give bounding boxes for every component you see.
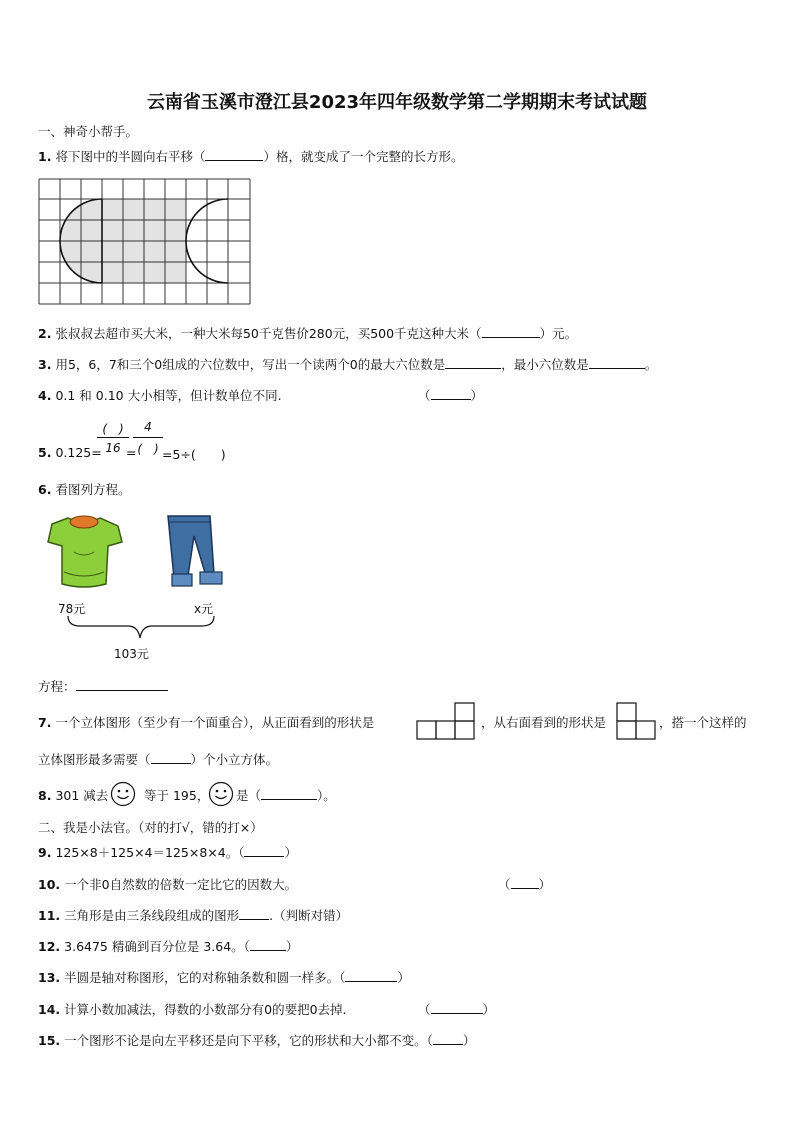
fraction2-numerator: 4 <box>144 420 152 434</box>
fraction1-numerator: ( ) <box>102 422 124 436</box>
answer-paren-4 <box>418 386 483 404</box>
question-9 <box>38 843 297 861</box>
equation-line <box>38 677 168 695</box>
question-5 <box>38 445 102 460</box>
answer-blank[interactable] <box>345 970 397 982</box>
question-text: ）。 <box>317 788 336 803</box>
question-text: 计算小数加减法，得数的小数部分有0的要把0去掉. <box>64 1002 347 1017</box>
question-text: 立体图形最多需要（ <box>38 752 151 767</box>
question-text: 一个图形不论是向左平移还是向下平移，它的形状和大小都不变。（ <box>64 1033 433 1048</box>
question-number: 15. <box>38 1033 61 1048</box>
question-8-answer <box>236 786 336 804</box>
question-11 <box>38 906 348 924</box>
question-12 <box>38 937 298 955</box>
question-7-line-2 <box>38 750 278 768</box>
front-view-shape <box>416 701 476 741</box>
smiley-face-icon <box>110 781 136 807</box>
question-14 <box>38 1000 347 1018</box>
grid-lines <box>39 179 250 304</box>
question-text: 3.6475 精确到百分位是 3.64。（ <box>64 939 250 954</box>
question-number: 7. <box>38 715 52 730</box>
question-text: 0.125= <box>55 445 102 460</box>
question-text: 0.1 和 0.10 大小相等，但计数单位不同. <box>55 388 282 403</box>
answer-blank[interactable] <box>151 752 191 764</box>
answer-blank[interactable] <box>76 679 168 691</box>
paren-close: ） <box>538 877 552 892</box>
question-number: 4. <box>38 388 52 403</box>
question-1 <box>38 147 463 165</box>
question-number: 6. <box>38 482 52 497</box>
price-total: 103元 <box>114 647 149 661</box>
answer-blank[interactable] <box>589 357 645 369</box>
smiley-face-icon <box>208 781 234 807</box>
question-number: 3. <box>38 357 52 372</box>
question-number: 8. <box>38 788 52 803</box>
equation-label: 方程： <box>38 679 76 694</box>
question-number: 13. <box>38 970 61 985</box>
question-8 <box>38 786 108 804</box>
right-view-shape <box>616 701 658 741</box>
fraction1-denominator: 16 <box>105 441 121 455</box>
question-number: 2. <box>38 326 52 341</box>
equals-sign: = <box>126 445 137 460</box>
paren-close: ） <box>285 939 299 954</box>
price-left: 78元 <box>58 602 86 616</box>
question-15 <box>38 1031 475 1049</box>
shirt-illustration <box>44 512 124 592</box>
question-text: .（判断对错） <box>269 908 349 923</box>
answer-blank[interactable] <box>511 877 539 889</box>
question-text: 张叔叔去超市买大米，一种大米每50千克售价280元，买500千克这种大米（ <box>55 326 482 341</box>
section-heading-2: 二、我是小法官。（对的打√，错的打×） <box>38 820 263 835</box>
paren-open: （ <box>418 388 431 403</box>
price-right: x元 <box>194 602 214 616</box>
question-text: ，搭一个这样的 <box>659 715 747 730</box>
answer-blank[interactable] <box>244 845 284 857</box>
answer-paren-10 <box>498 875 551 893</box>
answer-blank[interactable] <box>250 939 286 951</box>
question-number: 5. <box>38 445 52 460</box>
answer-paren-14 <box>418 1000 495 1018</box>
question-text: ）格，就变成了一个完整的长方形。 <box>263 149 464 164</box>
paren-close: ） <box>284 845 297 860</box>
question-text: 用5，6，7和三个0组成的六位数中，写出一个读两个0的最大六位数是 <box>55 357 446 372</box>
paren-close: ） <box>462 1033 476 1048</box>
fraction2-denominator: ( ) <box>137 442 159 456</box>
question-text: ）个小立方体。 <box>190 752 279 767</box>
question-text: ）元。 <box>539 326 578 341</box>
paren-open: （ <box>498 877 511 892</box>
question-text: 看图列方程。 <box>55 482 131 497</box>
question-2 <box>38 324 577 342</box>
answer-blank[interactable] <box>431 388 471 400</box>
question-3 <box>38 355 657 373</box>
question-6 <box>38 480 130 498</box>
fraction1-bar <box>97 437 129 438</box>
question-number: 12. <box>38 939 61 954</box>
question-text: 301 减去 <box>55 788 109 803</box>
answer-blank[interactable] <box>261 788 317 800</box>
question-4 <box>38 386 282 404</box>
question-10 <box>38 875 297 893</box>
paren-close: ） <box>397 970 410 985</box>
question-number: 11. <box>38 908 61 923</box>
jeans-illustration <box>162 512 226 592</box>
question-text: 三角形是由三条线段组成的图形 <box>64 908 240 923</box>
question-7 <box>38 713 374 731</box>
answer-blank[interactable] <box>433 1033 463 1045</box>
paren-close: ） <box>470 388 484 403</box>
question-text: 一个立体图形（至少有一个面重合），从正面看到的形状是 <box>55 715 375 730</box>
question-text: 125×8＋125×4＝125×8×4。（ <box>55 845 245 860</box>
question-text: ，最小六位数是 <box>501 357 589 372</box>
answer-blank[interactable] <box>482 326 540 338</box>
question-text: 将下图中的半圆向右平移（ <box>55 149 206 164</box>
question-text: =5÷( ) <box>162 447 226 462</box>
question-number: 9. <box>38 845 52 860</box>
paren-open: （ <box>418 1002 431 1017</box>
question-number: 14. <box>38 1002 61 1017</box>
grid-figure <box>38 178 252 306</box>
question-text: 一个非0自然数的倍数一定比它的因数大。 <box>64 877 298 892</box>
section-heading-1: 一、神奇小帮手。 <box>38 124 139 139</box>
page-title: 云南省玉溪市澄江县2023年四年级数学第二学期期末考试试题 <box>146 92 648 113</box>
brace-icon <box>66 614 218 644</box>
answer-blank[interactable] <box>445 357 501 369</box>
question-text: 半圆是轴对称图形，它的对称轴条数和圆一样多。（ <box>64 970 346 985</box>
answer-blank[interactable] <box>205 149 263 161</box>
question-text: 。 <box>644 357 658 372</box>
question-13 <box>38 968 410 986</box>
question-number: 10. <box>38 877 61 892</box>
question-text: 是（ <box>236 788 262 803</box>
answer-blank[interactable] <box>431 1002 483 1014</box>
question-text: 等于 195， <box>144 788 210 803</box>
paren-close: ） <box>482 1002 496 1017</box>
question-number: 1. <box>38 149 52 164</box>
question-text: ，从右面看到的形状是 <box>481 715 607 730</box>
answer-blank[interactable] <box>239 908 269 920</box>
fraction2-bar <box>133 437 163 438</box>
